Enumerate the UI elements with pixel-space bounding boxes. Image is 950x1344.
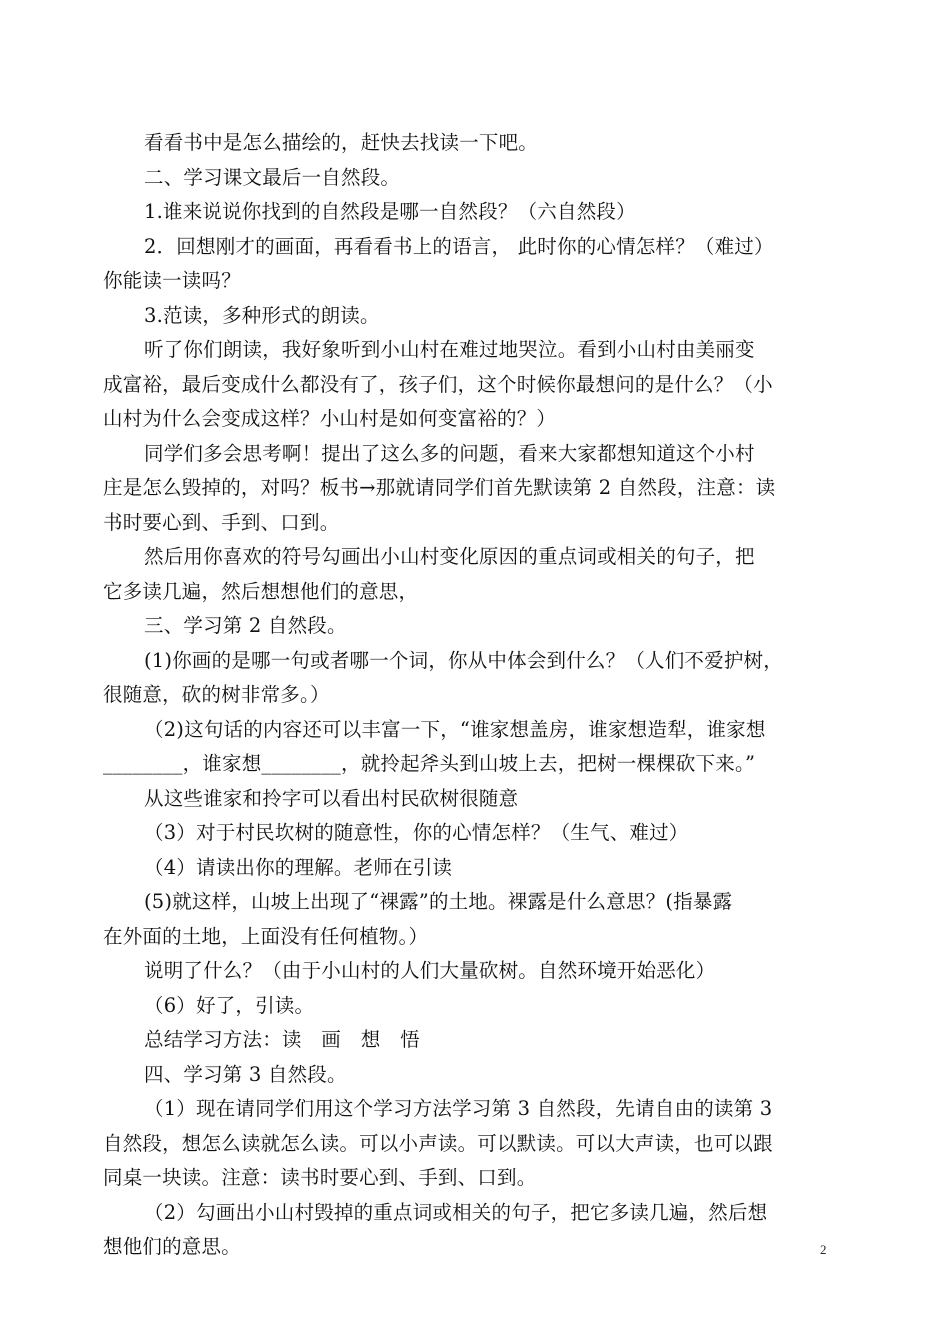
text-line: 自然段，想怎么读就怎么读。可以小声读。可以默读。可以大声读，也可以跟 (103, 1131, 773, 1155)
text-line: 然后用你喜欢的符号勾画出小山村变化原因的重点词或相关的句子，把 (144, 545, 755, 568)
text-line: （3）对于村民坎树的随意性，你的心情怎样？（生气、难过） (144, 821, 689, 844)
text-line: 同桌一块读。注意：读书时要心到、手到、口到。 (103, 1166, 537, 1189)
text-line: （6）好了，引读。 (144, 993, 315, 1017)
text-line: 想他们的意思。 (103, 1235, 241, 1258)
text-line: 二、学习课文最后一自然段。 (144, 165, 401, 189)
document-body (103, 126, 838, 1265)
text-line: 你能读一读吗？ (103, 269, 241, 292)
text-line: 说明了什么？（由于小山村的人们大量砍树。自然环境开始恶化） (144, 959, 716, 982)
text-line: 听了你们朗读，我好象听到小山村在难过地哭泣。看到小山村由美丽变 (144, 338, 755, 361)
text-line: （4）请读出你的理解。老师在引读 (144, 855, 453, 879)
text-line: 三、学习第 2 自然段。 (144, 614, 347, 637)
text-line: （2)这句话的内容还可以丰富一下，“谁家想盖房，谁家想造犁，谁家想 (144, 717, 766, 741)
text-line: 书时要心到、手到、口到。 (103, 510, 340, 534)
text-line: 很随意，砍的树非常多。） (103, 683, 330, 706)
text-line: （1）现在请同学们用这个学习方法学习第 3 自然段，先请自由的读第 3 (144, 1097, 773, 1120)
text-line: 四、学习第 3 自然段。 (144, 1062, 347, 1086)
text-line: 总结学习方法：读 画 想 悟 (144, 1028, 420, 1051)
text-line: 成富裕，最后变成什么都没有了，孩子们，这个时候你最想问的是什么？（小 (103, 372, 773, 396)
text-line: (1)你画的是哪一句或者哪一个词，你从中体会到什么？（人们不爱护树， (144, 648, 783, 672)
text-line: （2）勾画出小山村毁掉的重点词或相关的句子，把它多读几遍，然后想 (144, 1200, 768, 1224)
text-line: (5)就这样，山坡上出现了“裸露”的土地。裸露是什么意思？(指暴露 (144, 890, 733, 913)
text-line: 在外面的土地，上面没有任何植物。） (103, 924, 429, 948)
text-line: 它多读几遍，然后想想他们的意思， (103, 579, 419, 603)
text-line: 山村为什么会变成这样？小山村是如何变富裕的？） (103, 407, 557, 430)
text-line: 1.谁来说说你找到的自然段是哪一自然段？（六自然段） (144, 200, 636, 223)
page-number: 2 (820, 1242, 827, 1257)
text-line: 同学们多会思考啊！提出了这么多的问题，看来大家都想知道这个小村 (144, 441, 755, 465)
text-line: 看看书中是怎么描绘的，赶快去找读一下吧。 (144, 131, 539, 154)
text-line: ________，谁家想________，就拎起斧头到山坡上去，把树一棵棵砍下来。” (103, 752, 756, 775)
text-line: 2．回想刚才的画面，再看看书上的语言， 此时你的心情怎样？（难过） (144, 234, 774, 258)
text-line: 从这些谁家和拎字可以看出村民砍树很随意 (144, 786, 519, 810)
text-line: 3.范读，多种形式的朗读。 (144, 303, 380, 327)
text-line: 庄是怎么毁掉的，对吗？板书→那就请同学们首先默读第 2 自然段，注意：读 (103, 476, 776, 499)
